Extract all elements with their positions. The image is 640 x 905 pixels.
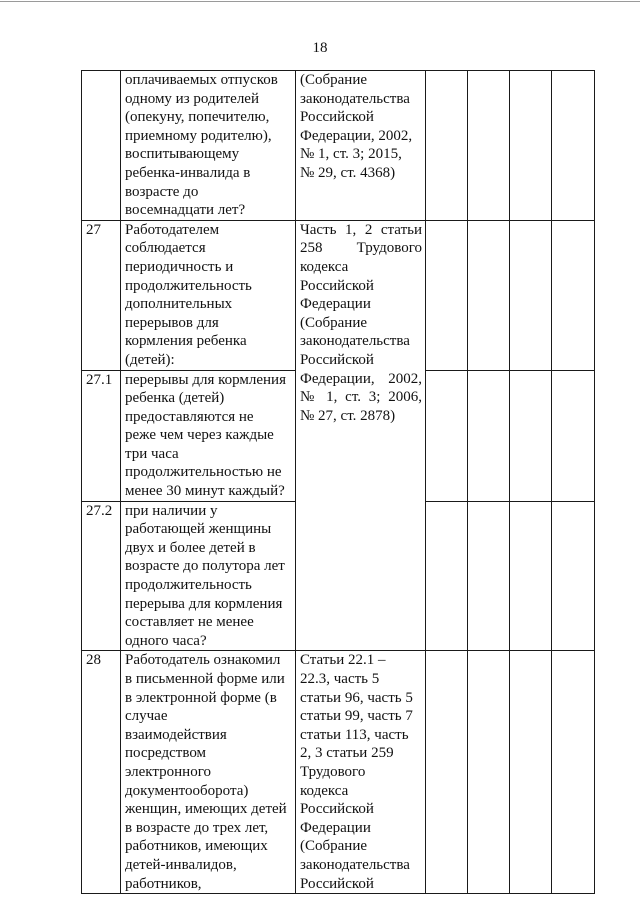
requirement-cell: перерывы для кормления ребенка (детей) предоставляются не реже чем через каждые три часа продолжительностью не менее 30 минут каждый? (121, 370, 296, 501)
answer-cell-not-applicable (510, 220, 552, 370)
answer-cell-yes (426, 370, 468, 501)
legal-reference-line: Российской (300, 277, 374, 294)
answer-cell-not-applicable (510, 370, 552, 501)
legal-reference-line: 258 Трудового (300, 240, 422, 257)
answer-cell-yes (426, 501, 468, 651)
legal-reference-line: № 1, ст. 3; 2006, (300, 389, 422, 406)
answer-cell-yes (426, 220, 468, 370)
answer-cell-no (468, 370, 510, 501)
row-number-cell: 28 (82, 651, 121, 894)
table-row (82, 651, 595, 894)
answer-cell-note (552, 220, 595, 370)
legal-reference-line: Федерации, 2002, (300, 370, 422, 387)
answer-cell-not-applicable (510, 71, 552, 221)
legal-reference-cell (296, 220, 426, 651)
requirement-cell: оплачиваемых отпусков одному из родителей (опекуну, попечителю, приемному родителю), воспитывающему ребенка-инвалида в возрасте до восемнадцати лет? (121, 71, 296, 221)
answer-cell-no (468, 651, 510, 894)
legal-reference-line: законодательства (300, 333, 410, 350)
top-page-edge-rule (0, 1, 640, 2)
answer-cell-note (552, 501, 595, 651)
requirement-cell: Работодателем соблюдается периодичность и продолжительность дополнительных перерывов для кормления ребенка (детей): (121, 220, 296, 370)
page-number: 18 (312, 40, 328, 56)
answer-cell-yes (426, 651, 468, 894)
legal-reference-line: Часть 1, 2 статьи (300, 221, 422, 238)
answer-cell-not-applicable (510, 501, 552, 651)
table-row (82, 71, 595, 221)
legal-reference-cell: Статьи 22.1 – 22.3, часть 5 статьи 96, часть 5 статьи 99, часть 7 статьи 113, часть 2, 3 статьи 259 Трудового кодекса Российской Федерации (Собрание законодательства Российской (296, 651, 426, 894)
row-number-cell: 27.2 (82, 501, 121, 651)
legal-reference-line: Российской (300, 351, 374, 368)
requirement-cell: Работодатель ознакомил в письменной форме или в электронной форме (в случае взаимодействия посредством электронного документооборота) женщин, имеющих детей в возрасте до трех лет, работников, имеющих детей-инвалидов, работников, (121, 651, 296, 894)
legal-reference-line: (Собрание (300, 314, 368, 331)
answer-cell-no (468, 501, 510, 651)
legal-reference-line: Федерации (300, 296, 371, 313)
answer-cell-no (468, 220, 510, 370)
answer-cell-no (468, 71, 510, 221)
checklist-table (81, 70, 595, 894)
legal-reference-line: № 27, ст. 2878) (300, 407, 396, 424)
answer-cell-note (552, 651, 595, 894)
answer-cell-note (552, 370, 595, 501)
legal-reference-cell: (Собрание законодательства Российской Федерации, 2002, № 1, ст. 3; 2015, № 29, ст. 4368) (296, 71, 426, 221)
row-number-cell: 27.1 (82, 370, 121, 501)
answer-cell-note (552, 71, 595, 221)
legal-reference-line: кодекса (300, 258, 349, 275)
answer-cell-yes (426, 71, 468, 221)
answer-cell-not-applicable (510, 651, 552, 894)
row-number-cell (82, 71, 121, 221)
table-row (82, 220, 595, 370)
requirement-cell: при наличии у работающей женщины двух и более детей в возрасте до полутора лет продолжительность перерыва для кормления составляет не менее одного часа? (121, 501, 296, 651)
row-number-cell: 27 (82, 220, 121, 370)
